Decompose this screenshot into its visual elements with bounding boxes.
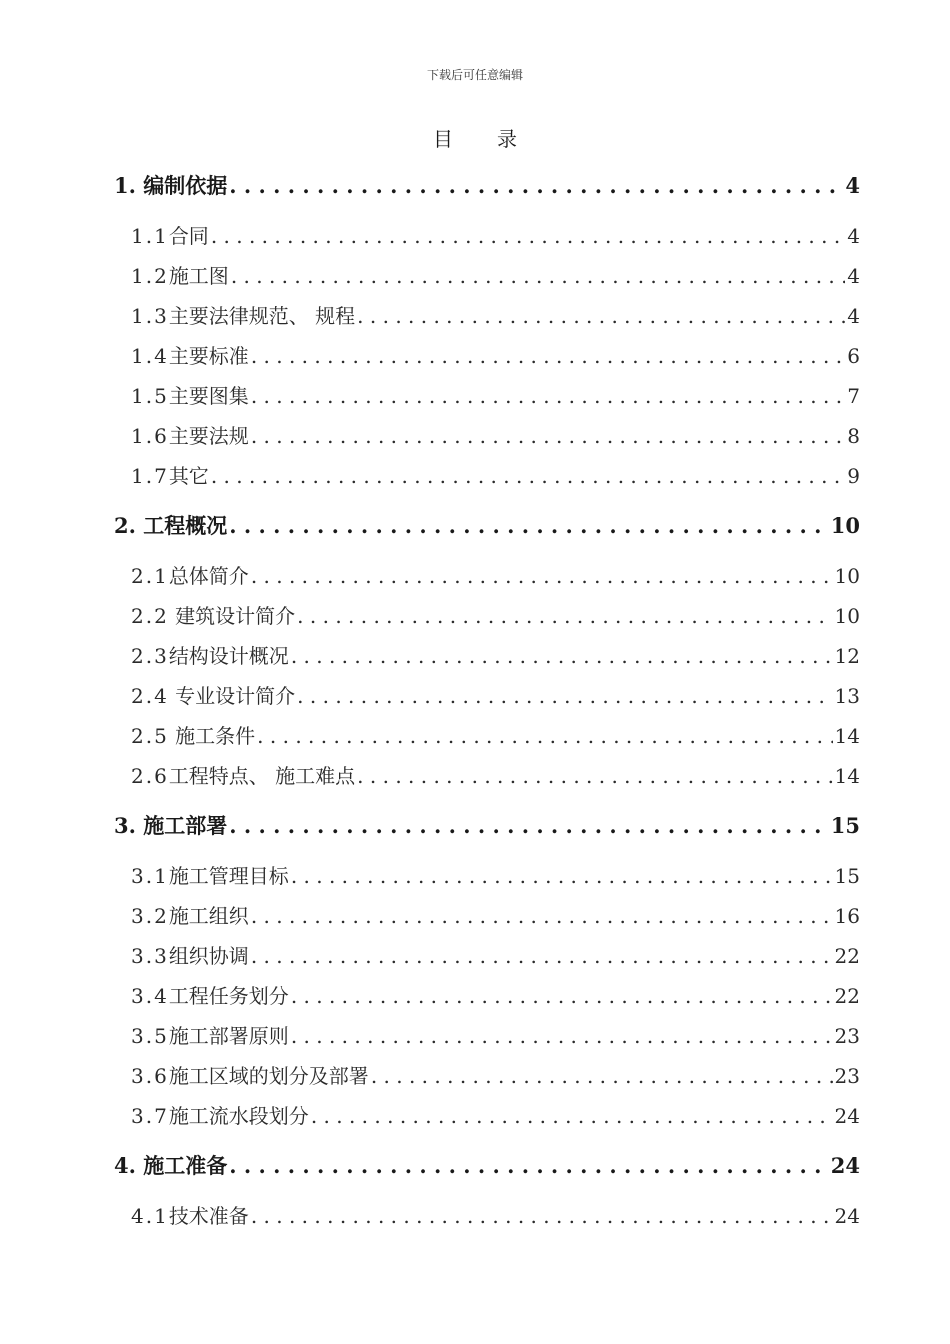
toc-dot-leader [251, 1204, 833, 1228]
toc-entry-text: 主要法律规范、 规程 [168, 304, 356, 328]
toc-subsection-item[interactable] [131, 300, 860, 330]
toc-entry-number: 3.5 [131, 1024, 169, 1048]
toc-entry-text: 建筑设计简介 [168, 604, 296, 628]
toc-entry-label [131, 1060, 369, 1089]
toc-subsection-item[interactable] [131, 600, 860, 630]
toc-dot-leader [231, 264, 845, 288]
toc-entry-text: 施工区域的划分及部署 [168, 1064, 369, 1088]
toc-entry-label [131, 720, 255, 749]
toc-page-number: 24 [834, 1104, 860, 1128]
toc-title-left: 目 [433, 127, 453, 151]
toc-dot-leader [357, 764, 832, 788]
toc-entry-text: 施工部署原则 [168, 1024, 289, 1048]
toc-entry-number: 2.2 [131, 604, 169, 628]
toc-section-heading[interactable] [114, 170, 860, 200]
toc-page-number: 6 [847, 344, 860, 368]
toc-title-right: 录 [497, 127, 517, 151]
toc-dot-leader [357, 304, 845, 328]
toc-section-heading[interactable] [114, 810, 860, 840]
toc-subsection-item[interactable] [131, 220, 860, 250]
toc-entry-label [131, 560, 249, 589]
toc-entry-label [131, 680, 295, 709]
toc-entry-text: 主要图集 [168, 384, 249, 408]
toc-subsection-item[interactable] [131, 340, 860, 370]
toc-subsection-item[interactable] [131, 560, 860, 590]
toc-entry-text: 主要标准 [168, 344, 249, 368]
toc-entry-text: 组织协调 [168, 944, 249, 968]
toc-subsection-item[interactable] [131, 1020, 860, 1050]
toc-entry-label [131, 460, 209, 489]
toc-entry-number: 4. [114, 1153, 136, 1178]
toc-entry-label [131, 420, 249, 449]
toc-dot-leader [291, 1024, 833, 1048]
toc-subsection-item[interactable] [131, 380, 860, 410]
toc-page-number: 10 [834, 604, 860, 628]
toc-page-number: 7 [847, 384, 860, 408]
toc-subsection-item[interactable] [131, 680, 860, 710]
toc-entry-label [131, 260, 229, 289]
toc-subsection-item[interactable] [131, 760, 860, 790]
toc-subsection-item[interactable] [131, 940, 860, 970]
toc-entry-text: 工程概况 [135, 514, 228, 538]
toc-dot-leader [257, 724, 832, 748]
toc-subsection-item[interactable] [131, 640, 860, 670]
toc-entry-number: 1.2 [131, 264, 169, 288]
toc-section-heading[interactable] [114, 510, 860, 540]
toc-entry-label [131, 300, 355, 329]
toc-entry-number: 3.7 [131, 1104, 169, 1128]
toc-entry-text: 工程任务划分 [168, 984, 289, 1008]
toc-entry-number: 3.4 [131, 984, 169, 1008]
toc-page-number: 4 [847, 264, 860, 288]
toc-entry-number: 1.3 [131, 304, 169, 328]
toc-entry-label [114, 1150, 227, 1180]
toc-entry-text: 施工条件 [168, 724, 256, 748]
toc-subsection-item[interactable] [131, 1060, 860, 1090]
toc-entry-label [131, 600, 295, 629]
toc-subsection-item[interactable] [131, 460, 860, 490]
toc-page-number: 24 [834, 1204, 860, 1228]
toc-dot-leader [251, 424, 845, 448]
toc-dot-leader [251, 944, 833, 968]
toc-entry-number: 1.6 [131, 424, 169, 448]
toc-subsection-item[interactable] [131, 900, 860, 930]
toc-page-number: 4 [845, 173, 860, 198]
toc-subsection-item[interactable] [131, 420, 860, 450]
toc-entry-number: 3.6 [131, 1064, 169, 1088]
toc-entry-number: 1. [114, 173, 136, 198]
toc-page-number: 23 [834, 1064, 860, 1088]
toc-dot-leader [291, 864, 833, 888]
toc-subsection-item[interactable] [131, 720, 860, 750]
toc-entry-text: 施工流水段划分 [168, 1104, 309, 1128]
toc-dot-leader [229, 173, 843, 198]
toc-dot-leader [211, 224, 845, 248]
toc-entry-number: 3.1 [131, 864, 169, 888]
toc-entry-text: 施工准备 [135, 1154, 228, 1178]
toc-entry-label [131, 380, 249, 409]
toc-entry-number: 1.4 [131, 344, 169, 368]
toc-page-number: 24 [830, 1153, 860, 1178]
toc-entry-number: 2. [114, 513, 136, 538]
toc-entry-label [114, 510, 227, 540]
toc-page-number: 12 [834, 644, 860, 668]
toc-entry-label [114, 170, 227, 200]
toc-entry-label [131, 1100, 309, 1129]
toc-entry-number: 3.2 [131, 904, 169, 928]
toc-page-number: 14 [834, 724, 860, 748]
toc-entry-label [131, 980, 289, 1009]
toc-entry-text: 编制依据 [135, 174, 228, 198]
toc-dot-leader [291, 644, 833, 668]
toc-subsection-item[interactable] [131, 1100, 860, 1130]
toc-page-number: 8 [847, 424, 860, 448]
toc-entry-text: 施工部署 [135, 814, 228, 838]
toc-entry-number: 2.5 [131, 724, 169, 748]
toc-entry-text: 主要法规 [168, 424, 249, 448]
toc-entry-label [131, 640, 289, 669]
toc-subsection-item[interactable] [131, 1200, 860, 1230]
toc-entry-text: 施工组织 [168, 904, 249, 928]
toc-title [0, 123, 950, 152]
toc-entry-text: 施工管理目标 [168, 864, 289, 888]
toc-dot-leader [297, 684, 832, 708]
toc-page-number: 13 [834, 684, 860, 708]
toc-dot-leader [311, 1104, 833, 1128]
toc-subsection-item[interactable] [131, 260, 860, 290]
toc-section-heading[interactable] [114, 1150, 860, 1180]
toc-entry-label [131, 220, 209, 249]
toc-entry-text: 专业设计简介 [168, 684, 296, 708]
toc-entry-number: 2.6 [131, 764, 169, 788]
toc-page-number: 4 [847, 304, 860, 328]
toc-entry-text: 结构设计概况 [168, 644, 289, 668]
toc-page-number: 15 [834, 864, 860, 888]
toc-page-number: 10 [830, 513, 860, 538]
toc-dot-leader [229, 1153, 829, 1178]
toc-page-number: 4 [847, 224, 860, 248]
toc-entry-number: 3. [114, 813, 136, 838]
toc-dot-leader [251, 564, 833, 588]
toc-page-number: 14 [834, 764, 860, 788]
toc-entry-number: 3.3 [131, 944, 169, 968]
toc-page-number: 23 [834, 1024, 860, 1048]
toc-page-number: 10 [834, 564, 860, 588]
toc-subsection-item[interactable] [131, 860, 860, 890]
toc-entry-text: 技术准备 [168, 1204, 249, 1228]
toc-entry-number: 2.3 [131, 644, 169, 668]
toc-entry-label [131, 940, 249, 969]
toc-entry-label [131, 1020, 289, 1049]
toc-dot-leader [211, 464, 845, 488]
toc-dot-leader [291, 984, 833, 1008]
toc-entry-text: 工程特点、 施工难点 [168, 764, 356, 788]
toc-entry-number: 4.1 [131, 1204, 169, 1228]
toc-dot-leader [251, 344, 845, 368]
toc-entry-text: 合同 [168, 224, 209, 248]
toc-subsection-item[interactable] [131, 980, 860, 1010]
toc-entry-label [131, 860, 289, 889]
toc-dot-leader [229, 513, 829, 538]
toc-entry-number: 2.1 [131, 564, 169, 588]
toc-page-number: 15 [830, 813, 860, 838]
toc-entry-number: 1.5 [131, 384, 169, 408]
toc-entry-label [131, 1200, 249, 1229]
toc-entry-number: 1.1 [131, 224, 169, 248]
toc-page-number: 9 [847, 464, 860, 488]
toc-page-number: 22 [834, 984, 860, 1008]
toc-entry-number: 1.7 [131, 464, 169, 488]
toc-entry-text: 总体简介 [168, 564, 249, 588]
toc-entry-label [131, 900, 249, 929]
toc-dot-leader [371, 1064, 833, 1088]
header-note: 下载后可任意编辑 [426, 68, 523, 82]
toc-page-number: 22 [834, 944, 860, 968]
toc-dot-leader [251, 384, 845, 408]
toc-entry-label [131, 760, 355, 789]
toc-dot-leader [251, 904, 833, 928]
toc-entry-label [131, 340, 249, 369]
toc-page-number: 16 [834, 904, 860, 928]
toc-dot-leader [297, 604, 832, 628]
toc-entry-text: 施工图 [168, 264, 229, 288]
toc-entry-label [114, 810, 227, 840]
toc-entry-text: 其它 [168, 464, 209, 488]
toc-dot-leader [229, 813, 829, 838]
toc-entry-number: 2.4 [131, 684, 169, 708]
